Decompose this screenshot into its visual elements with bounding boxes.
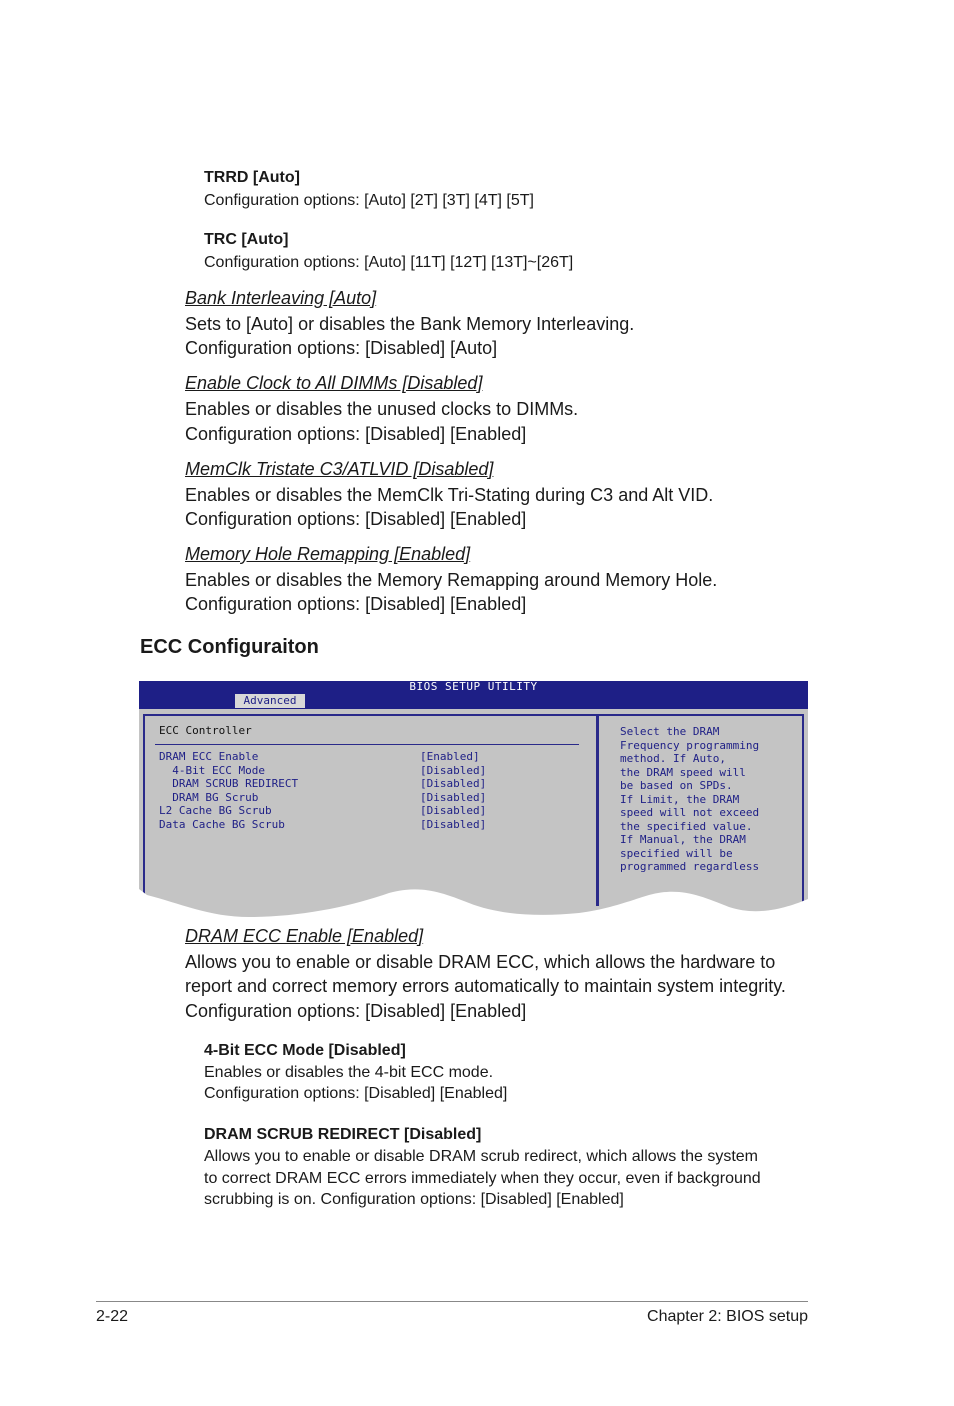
bios-row-value[interactable]: [Enabled] [420, 750, 480, 763]
bios-row-value[interactable]: [Disabled] [420, 804, 487, 817]
scrub-redirect-title: DRAM SCRUB REDIRECT [Disabled] [204, 1126, 482, 1143]
scrub-redirect-options: scrubbing is on. Configuration options: [Disabled] [Enabled] [204, 1191, 624, 1208]
footer-divider [96, 1301, 808, 1302]
bios-screenshot [139, 681, 808, 917]
section-heading: ECC Configuraiton [140, 636, 319, 658]
four-bit-desc: Enables or disables the 4-bit ECC mode. [204, 1064, 494, 1081]
bank-interleaving-options: Configuration options: [Disabled] [Auto] [185, 338, 498, 358]
chapter-label: Chapter 2: BIOS setup [647, 1308, 808, 1325]
bios-row-label[interactable]: DRAM BG Scrub [159, 791, 259, 804]
trrd-options: Configuration options: [Auto] [2T] [3T] [4T] [5T] [204, 192, 534, 209]
bank-interleaving-title: Bank Interleaving [Auto] [185, 288, 377, 308]
help-text-line: the DRAM speed will [620, 766, 746, 779]
memory-hole-desc: Enables or disables the Memory Remapping around Memory Hole. [185, 570, 718, 590]
dram-ecc-desc-1: Allows you to enable or disable DRAM ECC, which allows the hardware to [185, 952, 776, 972]
help-text-line: If Manual, the DRAM [620, 833, 746, 846]
panel-title: ECC Controller [159, 724, 252, 737]
tab-advanced[interactable]: Advanced [235, 694, 305, 708]
four-bit-options: Configuration options: [Disabled] [Enabled] [204, 1085, 508, 1102]
enable-clock-title: Enable Clock to All DIMMs [Disabled] [185, 373, 483, 393]
memclk-tristate-options: Configuration options: [Disabled] [Enabled] [185, 509, 527, 529]
bios-row-label[interactable]: DRAM ECC Enable [159, 750, 259, 763]
bank-interleaving-desc: Sets to [Auto] or disables the Bank Memory Interleaving. [185, 314, 635, 334]
bios-row-label[interactable]: Data Cache BG Scrub [159, 818, 285, 831]
dram-ecc-options: Configuration options: [Disabled] [Enabled] [185, 1001, 527, 1021]
help-text-line: the specified value. [620, 820, 753, 833]
bios-header [139, 681, 808, 709]
memclk-tristate-desc: Enables or disables the MemClk Tri-Stating during C3 and Alt VID. [185, 485, 714, 505]
help-text-line: method. If Auto, [620, 752, 726, 765]
bios-row-label[interactable]: 4-Bit ECC Mode [159, 764, 265, 777]
bios-row-value[interactable]: [Disabled] [420, 764, 487, 777]
bios-title: BIOS SETUP UTILITY [409, 680, 538, 693]
help-text-line: If Limit, the DRAM [620, 793, 740, 806]
scrub-redirect-desc-2: to correct DRAM ECC errors immediately when they occur, even if background [204, 1170, 761, 1187]
bios-row-value[interactable]: [Disabled] [420, 818, 487, 831]
help-text-line: speed will not exceed [620, 806, 760, 819]
trrd-title: TRRD [Auto] [204, 169, 300, 186]
bios-row-label[interactable]: DRAM SCRUB REDIRECT [159, 777, 299, 790]
memory-hole-title: Memory Hole Remapping [Enabled] [185, 544, 471, 564]
memclk-tristate-title: MemClk Tristate C3/ATLVID [Disabled] [185, 459, 494, 479]
scrub-redirect-desc-1: Allows you to enable or disable DRAM scrub redirect, which allows the system [204, 1148, 759, 1165]
trc-title: TRC [Auto] [204, 231, 289, 248]
panel-divider [155, 744, 579, 745]
trc-options: Configuration options: [Auto] [11T] [12T] [13T]~[26T] [204, 254, 574, 271]
enable-clock-options: Configuration options: [Disabled] [Enabled] [185, 424, 527, 444]
help-text-line: be based on SPDs. [620, 779, 733, 792]
page-number: 2-22 [96, 1308, 129, 1325]
four-bit-title: 4-Bit ECC Mode [Disabled] [204, 1042, 406, 1059]
dram-ecc-desc-2: report and correct memory errors automatically to maintain system integrity. [185, 976, 786, 996]
help-text-line: specified will be [620, 847, 733, 860]
help-text-line: programmed regardless [620, 860, 760, 873]
bios-row-value[interactable]: [Disabled] [420, 777, 487, 790]
help-text-line: Frequency programming [620, 739, 760, 752]
help-text-line: Select the DRAM [620, 725, 720, 738]
memory-hole-options: Configuration options: [Disabled] [Enabled] [185, 594, 527, 614]
enable-clock-desc: Enables or disables the unused clocks to DIMMs. [185, 399, 579, 419]
bios-row-value[interactable]: [Disabled] [420, 791, 487, 804]
bios-row-label[interactable]: L2 Cache BG Scrub [159, 804, 272, 817]
dram-ecc-title: DRAM ECC Enable [Enabled] [185, 926, 424, 946]
